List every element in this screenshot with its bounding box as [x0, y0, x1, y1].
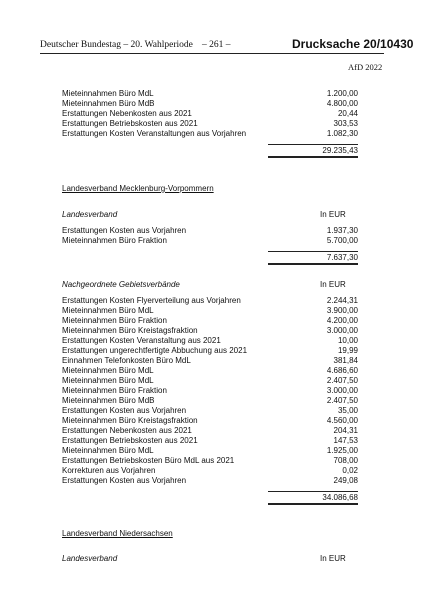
item-label: Erstattungen Kosten aus Vorjahren — [62, 226, 187, 235]
party-year-label: AfD 2022 — [348, 62, 383, 72]
item-value: 2.244,31 — [326, 296, 358, 305]
sum-total: 29.235,43 — [268, 144, 358, 158]
item-label: Mieteinnahmen Büro Fraktion — [62, 386, 167, 395]
item-value: 2.407,50 — [326, 396, 358, 405]
item-value: 708,00 — [333, 456, 358, 465]
item-label: Erstattungen Nebenkosten aus 2021 — [62, 426, 192, 435]
item-value: 4.560,00 — [326, 416, 358, 425]
list-item — [62, 336, 358, 346]
item-label: Mieteinnahmen Büro Kreistagsfraktion — [62, 326, 198, 335]
header-document-number: Drucksache 20/10430 — [292, 37, 414, 51]
item-value: 2.407,50 — [326, 376, 358, 385]
item-value: 249,08 — [333, 476, 358, 485]
list-item — [62, 119, 358, 129]
item-value: 1.937,30 — [326, 226, 358, 235]
list-item — [62, 306, 358, 316]
item-label: Erstattungen Betriebskosten Büro MdL aus 2021 — [62, 456, 235, 465]
item-value: 3.000,00 — [326, 326, 358, 335]
list-item — [62, 436, 358, 446]
list-item — [62, 406, 358, 416]
list-item — [62, 326, 358, 336]
item-label: Mieteinnahmen Büro MdL — [62, 376, 154, 385]
list-item — [62, 316, 358, 326]
sum-total: 7.637,30 — [268, 251, 358, 265]
item-label: Erstattungen Kosten Veranstaltungen aus Vorjahren — [62, 129, 247, 138]
list-item — [62, 426, 358, 436]
item-value: 381,84 — [333, 356, 358, 365]
item-label: Einnahmen Telefonkosten Büro MdL — [62, 356, 191, 365]
currency-unit: In EUR — [320, 280, 346, 289]
list-item — [62, 386, 358, 396]
item-value: 204,31 — [333, 426, 358, 435]
section-title-nds: Landesverband Niedersachsen — [62, 529, 173, 538]
item-label: Erstattungen Kosten Veranstaltung aus 2021 — [62, 336, 221, 345]
list-item — [62, 226, 358, 236]
item-label: Mieteinnahmen Büro MdL — [62, 366, 154, 375]
item-value: 147,53 — [333, 436, 358, 445]
list-item — [62, 129, 358, 139]
item-label: Erstattungen Kosten Flyerverteilung aus Vorjahren — [62, 296, 241, 305]
list-item — [62, 446, 358, 456]
currency-unit: In EUR — [320, 554, 346, 563]
list-item — [62, 99, 358, 109]
item-value: 35,00 — [337, 406, 358, 415]
item-value: 20,44 — [337, 109, 358, 118]
item-label: Erstattungen Kosten aus Vorjahren — [62, 476, 187, 485]
header-publication: Deutscher Bundestag – 20. Wahlperiode — [40, 40, 193, 50]
list-item — [62, 416, 358, 426]
item-label: Mieteinnahmen Büro MdL — [62, 446, 154, 455]
item-value: 1.925,00 — [326, 446, 358, 455]
list-item — [62, 396, 358, 406]
item-value: 4.686,60 — [326, 366, 358, 375]
item-label: Mieteinnahmen Büro MdL — [62, 306, 154, 315]
item-value: 0,02 — [342, 466, 358, 475]
item-label: Mieteinnahmen Büro MdB — [62, 396, 155, 405]
item-value: 19,99 — [337, 346, 358, 355]
item-label: Korrekturen aus Vorjahren — [62, 466, 156, 475]
list-item — [62, 89, 358, 99]
list-item — [62, 476, 358, 486]
subsection-heading-landesverband: Landesverband — [62, 554, 118, 563]
sum-total: 34.086,68 — [268, 491, 358, 505]
list-item — [62, 366, 358, 376]
list-item — [62, 356, 358, 366]
header-rule — [40, 53, 384, 54]
item-value: 4.200,00 — [326, 316, 358, 325]
item-value: 5.700,00 — [326, 236, 358, 245]
item-label: Erstattungen Betriebskosten aus 2021 — [62, 119, 198, 128]
list-item — [62, 296, 358, 306]
list-item — [62, 376, 358, 386]
list-item — [62, 466, 358, 476]
list-item — [62, 109, 358, 119]
item-value: 4.800,00 — [326, 99, 358, 108]
currency-unit: In EUR — [320, 210, 346, 219]
list-item — [62, 236, 358, 246]
header-page-number: – 261 – — [202, 40, 231, 50]
item-label: Erstattungen ungerechtfertigte Abbuchung aus 2021 — [62, 346, 248, 355]
item-label: Mieteinnahmen Büro Kreistagsfraktion — [62, 416, 198, 425]
item-value: 3.000,00 — [326, 386, 358, 395]
section-title-mv: Landesverband Mecklenburg-Vorpommern — [62, 184, 214, 193]
item-label: Erstattungen Nebenkosten aus 2021 — [62, 109, 192, 118]
item-value: 1.082,30 — [326, 129, 358, 138]
item-value: 3.900,00 — [326, 306, 358, 315]
item-label: Mieteinnahmen Büro Fraktion — [62, 236, 167, 245]
item-value: 10,00 — [337, 336, 358, 345]
item-label: Mieteinnahmen Büro MdL — [62, 89, 154, 98]
item-label: Mieteinnahmen Büro Fraktion — [62, 316, 167, 325]
list-item — [62, 346, 358, 356]
item-value: 303,53 — [333, 119, 358, 128]
list-item — [62, 456, 358, 466]
item-value: 1.200,00 — [326, 89, 358, 98]
item-label: Erstattungen Kosten aus Vorjahren — [62, 406, 187, 415]
item-label: Mieteinnahmen Büro MdB — [62, 99, 155, 108]
subsection-heading-landesverband: Landesverband — [62, 210, 118, 219]
item-label: Erstattungen Betriebskosten aus 2021 — [62, 436, 198, 445]
subsection-heading-gebietsverbaende: Nachgeordnete Gebietsverbände — [62, 280, 180, 289]
